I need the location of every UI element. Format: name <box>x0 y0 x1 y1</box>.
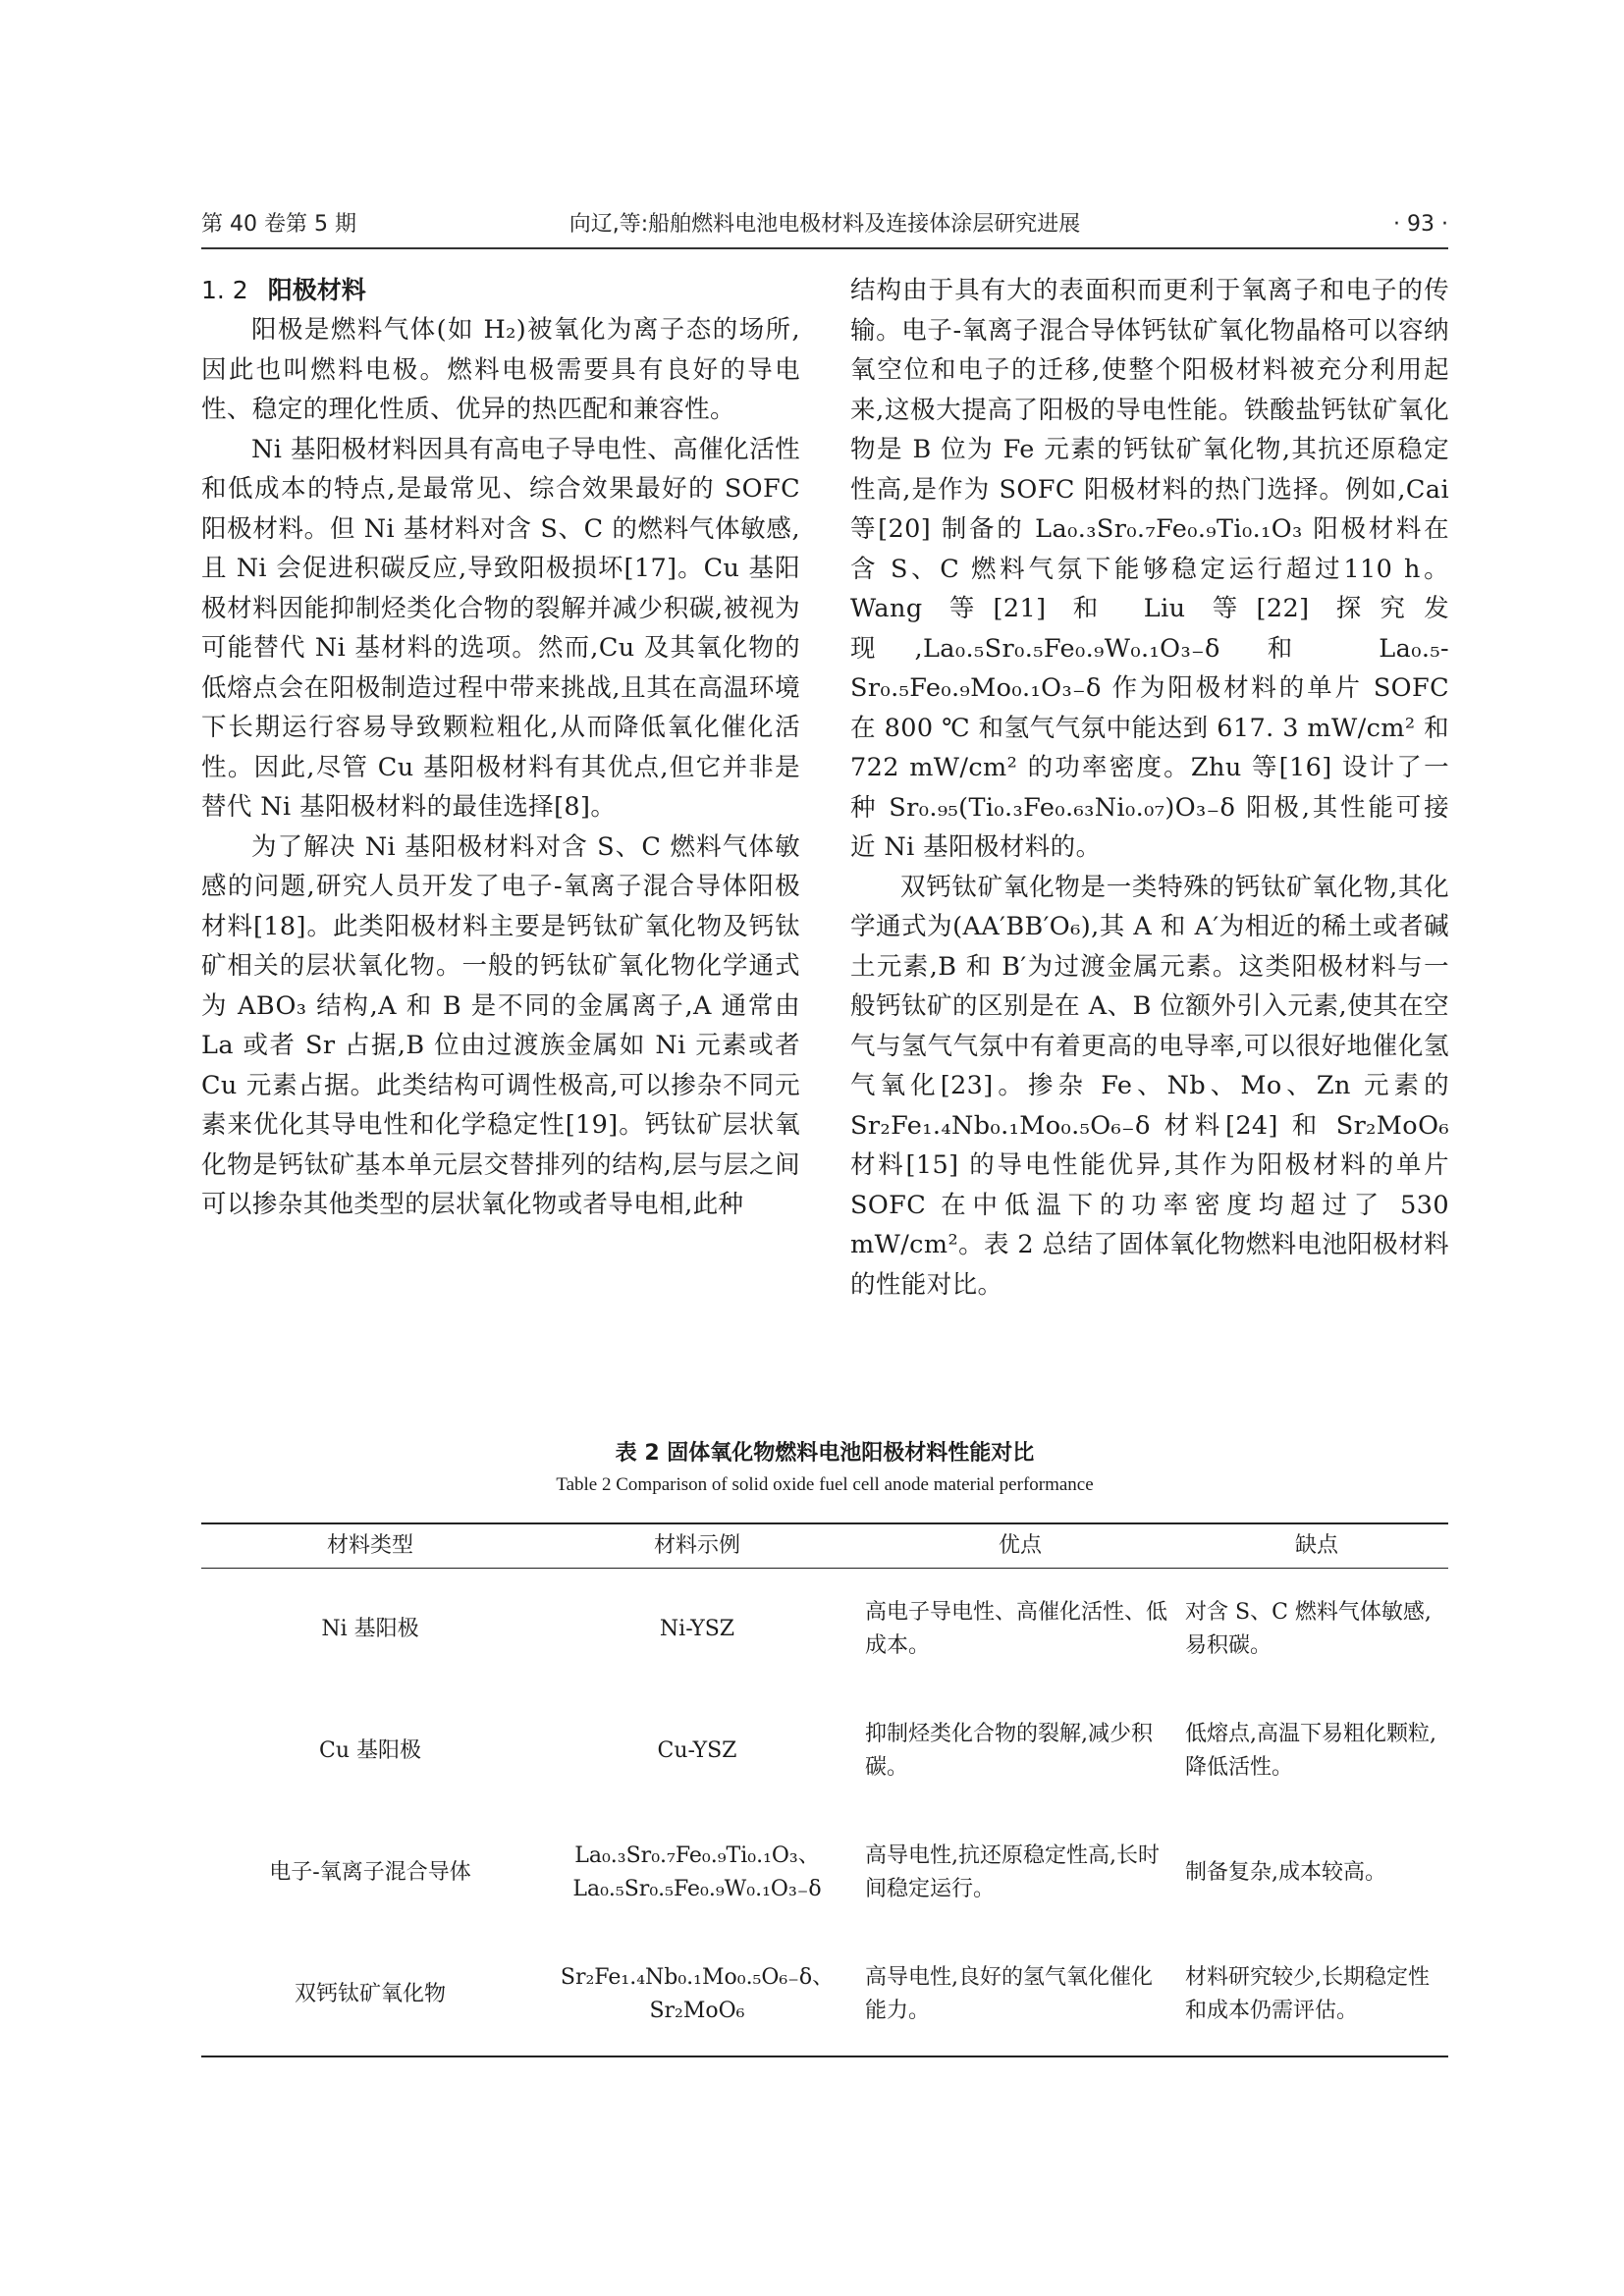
paragraph-perovskite-continued: 结构由于具有大的表面积而更利于氧离子和电子的传输。电子-氧离子混合导体钙钛矿氧化物晶格可以容纳氧空位和电子的迁移,使整个阳极材料被充分利用起来,这极大提高了阳极的导电性能。铁酸盐钙钛矿氧化物是 B 位为 Fe 元素的钙钛矿氧化物,其抗还原稳定性高,是作为 SOFC 阳极材料的热门选择。例如,Cai 等[20] 制备的 La₀.₃Sr₀.₇Fe₀.₉Ti₀.₁O₃ 阳极材料在含 S、C 燃料气氛下能够稳定运行超过110 h。Wang 等[21] 和 Liu 等[22] 探究发现,La₀.₅Sr₀.₅Fe₀.₉W₀.₁O₃₋δ 和 La₀.₅-Sr₀.₅Fe₀.₉Mo₀.₁O₃₋δ 作为阳极材料的单片 SOFC 在 800 ℃ 和氢气气氛中能达到 617. 3 mW/cm² 和 722 mW/cm² 的功率密度。Zhu 等[16] 设计了一种 Sr₀.₉₅(Ti₀.₃Fe₀.₆₃Ni₀.₀₇)O₃₋δ 阳极,其性能可接近 Ni 基阳极材料的。 <box>850 276 1449 862</box>
left-column <box>201 271 800 1225</box>
table-header-row <box>201 1523 1448 1569</box>
header-material-type: 材料类型 <box>201 1523 539 1569</box>
table-row <box>201 1934 1448 2056</box>
table-row <box>201 1690 1448 1812</box>
table-row <box>201 1812 1448 1934</box>
cell-example: Cu-YSZ <box>657 1738 737 1763</box>
header-volume: 第 40 卷第 5 期 <box>201 212 356 237</box>
table-caption-cn: 表 2 固体氧化物燃料电池阳极材料性能对比 <box>615 1441 1035 1466</box>
cell-advantages: 抑制烃类化合物的裂解,减少积碳。 <box>865 1722 1153 1780</box>
right-column <box>850 271 1449 1305</box>
table-caption <box>201 1438 1448 1499</box>
cell-disadvantages: 对含 S、C 燃料气体敏感,易积碳。 <box>1185 1600 1432 1658</box>
cell-disadvantages: 低熔点,高温下易粗化颗粒,降低活性。 <box>1185 1722 1436 1780</box>
cell-disadvantages: 材料研究较少,长期稳定性和成本仍需评估。 <box>1175 1934 1448 2056</box>
cell-advantages: 高导电性,良好的氢气氧化催化能力。 <box>855 1934 1175 2056</box>
header-advantages: 优点 <box>855 1523 1175 1569</box>
cell-example: Ni-YSZ <box>659 1617 735 1641</box>
cell-type: Ni 基阳极 <box>321 1617 419 1641</box>
header-material-example: 材料示例 <box>539 1523 855 1569</box>
header-page-number: · 93 · <box>1393 212 1448 237</box>
comparison-table <box>201 1522 1448 2057</box>
table-caption-en: Table 2 Comparison of solid oxide fuel cell anode material performance <box>556 1474 1094 1495</box>
header-rule <box>201 247 1448 249</box>
cell-example: La₀.₃Sr₀.₇Fe₀.₉Ti₀.₁O₃、La₀.₅Sr₀.₅Fe₀.₉W₀.₁O₃₋δ <box>572 1843 822 1901</box>
running-header <box>201 210 1448 240</box>
section-heading <box>201 271 800 310</box>
paragraph-anode-definition: 阳极是燃料气体(如 H₂)被氧化为离子态的场所,因此也叫燃料电极。燃料电极需要具有良好的导电性、稳定的理化性质、优异的热匹配和兼容性。 <box>201 315 800 424</box>
table-row <box>201 1569 1448 1691</box>
cell-example: Sr₂Fe₁.₄Nb₀.₁Mo₀.₅O₆₋δ、Sr₂MoO₆ <box>539 1934 855 2056</box>
cell-type: 电子-氧离子混合导体 <box>269 1860 471 1885</box>
header-disadvantages: 缺点 <box>1175 1523 1448 1569</box>
cell-type: 双钙钛矿氧化物 <box>201 1934 539 2056</box>
paragraph-mixed-conductor: 为了解决 Ni 基阳极材料对含 S、C 燃料气体敏感的问题,研究人员开发了电子-氧离子混合导体阳极材料[18]。此类阳极材料主要是钙钛矿氧化物及钙钛矿相关的层状氧化物。一般的钙钛矿氧化物化学通式为 ABO₃ 结构,A 和 B 是不同的金属离子,A 通常由 La 或者 Sr 占据,B 位由过渡族金属如 Ni 元素或者 Cu 元素占据。此类结构可调性极高,可以掺杂不同元素来优化其导电性和化学稳定性[19]。钙钛矿层状氧化物是钙钛矿基本单元层交替排列的结构,层与层之间可以掺杂其他类型的层状氧化物或者导电相,此种 <box>201 831 800 1219</box>
paragraph-double-perovskite: 双钙钛矿氧化物是一类特殊的钙钛矿氧化物,其化学通式为(AA′BB′O₆),其 A 和 A′为相近的稀土或者碱土元素,B 和 B′为过渡金属元素。这类阳极材料与一般钙钛矿的区别是在 A、B 位额外引入元素,使其在空气与氢气气氛中有着更高的电导率,可以很好地催化氢气氧化[23]。掺杂 Fe、Nb、Mo、Zn 元素的 Sr₂Fe₁.₄Nb₀.₁Mo₀.₅O₆₋δ 材料[24] 和 Sr₂MoO₆ 材料[15] 的导电性能优异,其作为阳极材料的单片 SOFC 在中低温下的功率密度均超过了 530 mW/cm²。表 2 总结了固体氧化物燃料电池阳极材料的性能对比。 <box>850 872 1449 1300</box>
cell-advantages: 高电子导电性、高催化活性、低成本。 <box>865 1600 1168 1658</box>
cell-disadvantages: 制备复杂,成本较高。 <box>1185 1860 1386 1885</box>
header-title: 向辽,等:船舶燃料电池电极材料及连接体涂层研究进展 <box>568 212 1081 237</box>
paragraph-ni-cu-anodes: Ni 基阳极材料因具有高电子导电性、高催化活性和低成本的特点,是最常见、综合效果最好的 SOFC 阳极材料。但 Ni 基材料对含 S、C 的燃料气体敏感,且 Ni 会促进积碳反应,导致阳极损坏[17]。Cu 基阳极材料因能抑制烃类化合物的裂解并减少积碳,被视为可能替代 Ni 基材料的选项。然而,Cu 及其氧化物的低熔点会在阳极制造过程中带来挑战,且其在高温环境下长期运行容易导致颗粒粗化,从而降低氧化催化活性。因此,尽管 Cu 基阳极材料有其优点,但它并非是替代 Ni 基阳极材料的最佳选择[8]。 <box>201 434 800 822</box>
cell-advantages: 高导电性,抗还原稳定性高,长时间稳定运行。 <box>865 1843 1160 1901</box>
cell-type: Cu 基阳极 <box>319 1738 421 1763</box>
section-number: 1. 2 <box>201 276 248 304</box>
section-title: 阳极材料 <box>267 276 366 304</box>
